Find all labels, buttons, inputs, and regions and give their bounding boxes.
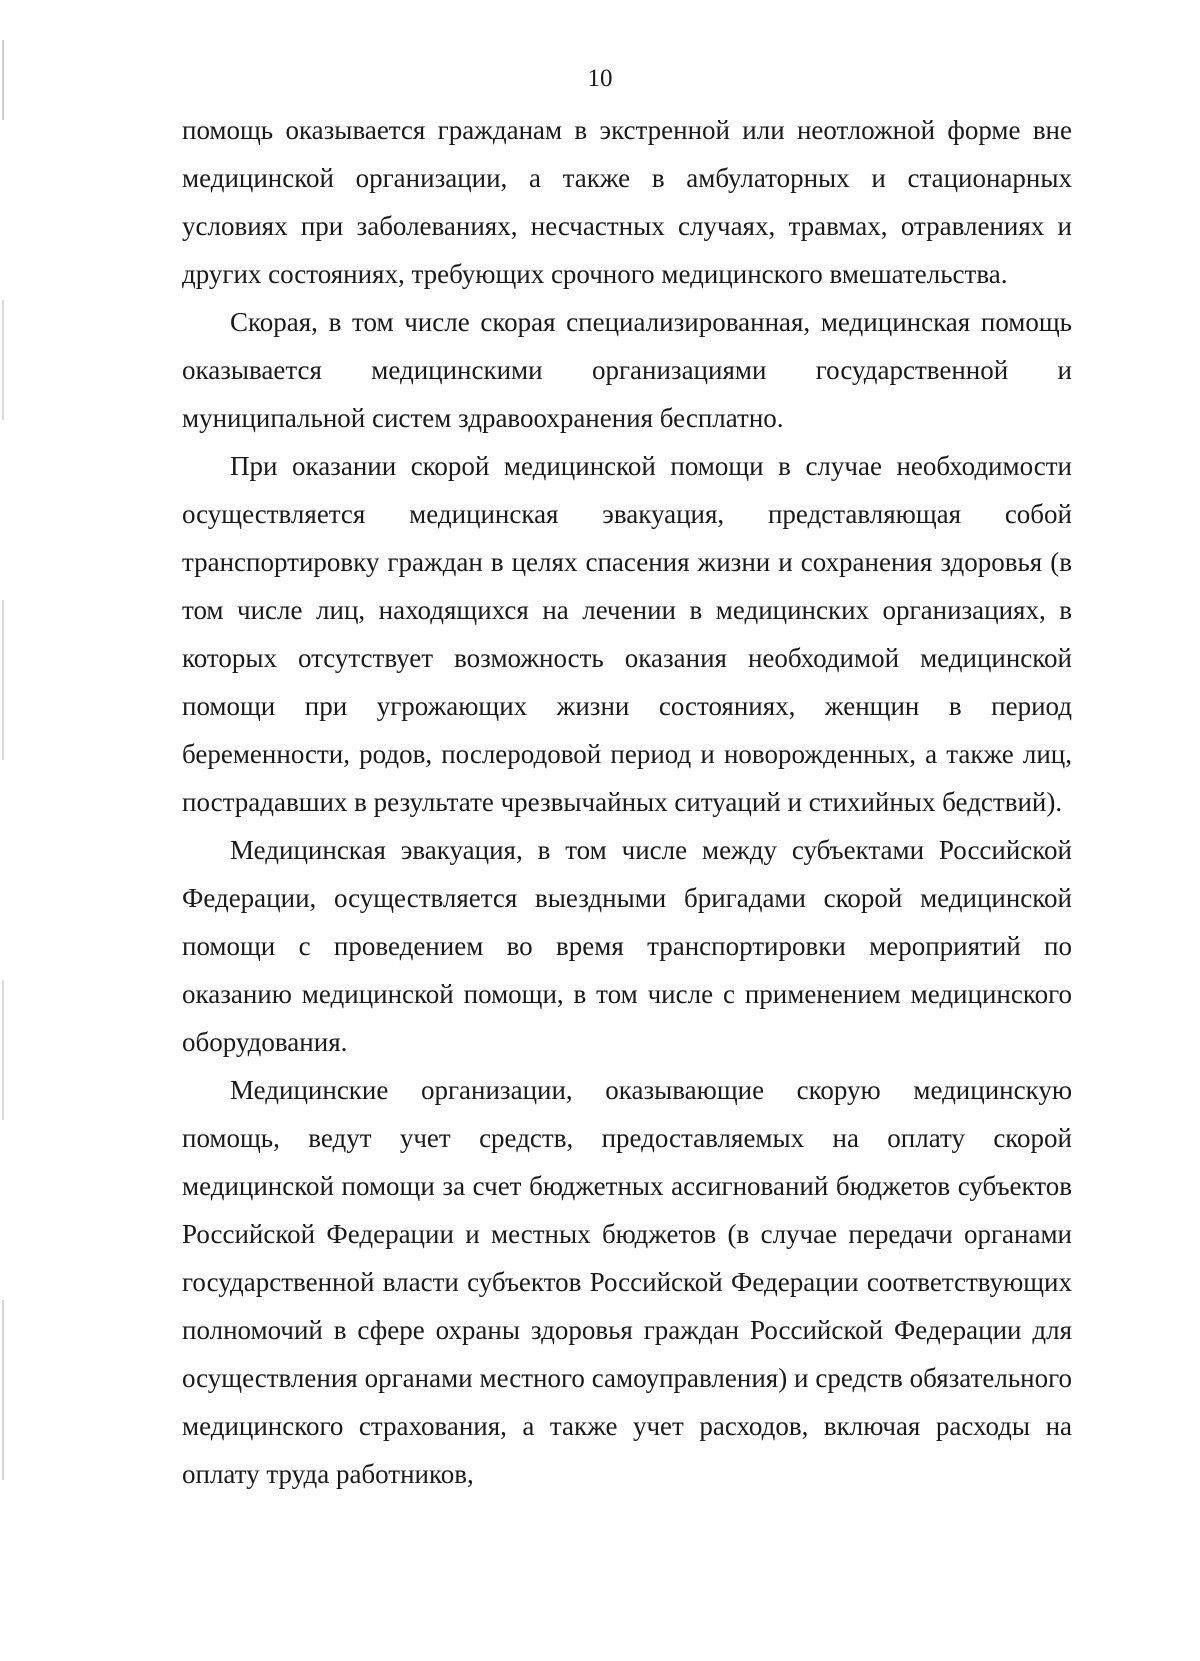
paragraph-5: Медицинские организации, оказывающие скорую медицинскую помощь, ведут учет средств, предоставляемых на оплату скорой медицинской помощи за счет бюджетных ассигнований бюджетов субъектов Российской Федерации и местных бюджетов (в случае передачи органами государственной власти субъектов Российской Федерации соответствующих полномочий в сфере охраны здоровья граждан Российской Федерации для осуществления органами местного самоуправления) и средств обязательного медицинского страхования, а также учет расходов, включая расходы на оплату труда работников, — [182, 1075, 1072, 1489]
document-body — [182, 106, 1072, 1498]
paragraph-4: Медицинская эвакуация, в том числе между субъектами Российской Федерации, осуществляется выездными бригадами скорой медицинской помощи с проведением во время транспортировки мероприятий по оказанию медицинской помощи, в том числе с применением медицинского оборудования. — [182, 835, 1072, 1057]
scan-edge-artifact — [2, 0, 4, 1661]
page-number: 10 — [587, 65, 613, 92]
paragraph-1: помощь оказывается гражданам в экстренной или неотложной форме вне медицинской организации, а также в амбулаторных и стационарных условиях при заболеваниях, несчастных случаях, травмах, отравлениях и других состояниях, требующих срочного медицинского вмешательства. — [182, 115, 1072, 289]
paragraph-3: При оказании скорой медицинской помощи в случае необходимости осуществляется медицинская эвакуация, представляющая собой транспортировку граждан в целях спасения жизни и сохранения здоровья (в том числе лиц, находящихся на лечении в медицинских организациях, в которых отсутствует возможность оказания необходимой медицинской помощи при угрожающих жизни состояниях, женщин в период беременности, родов, послеродовой период и новорожденных, а также лиц, пострадавших в результате чрезвычайных ситуаций и стихийных бедствий). — [182, 451, 1072, 817]
paragraph-2: Скорая, в том числе скорая специализированная, медицинская помощь оказывается медицинскими организациями государственной и муниципальной систем здравоохранения бесплатно. — [182, 307, 1072, 433]
